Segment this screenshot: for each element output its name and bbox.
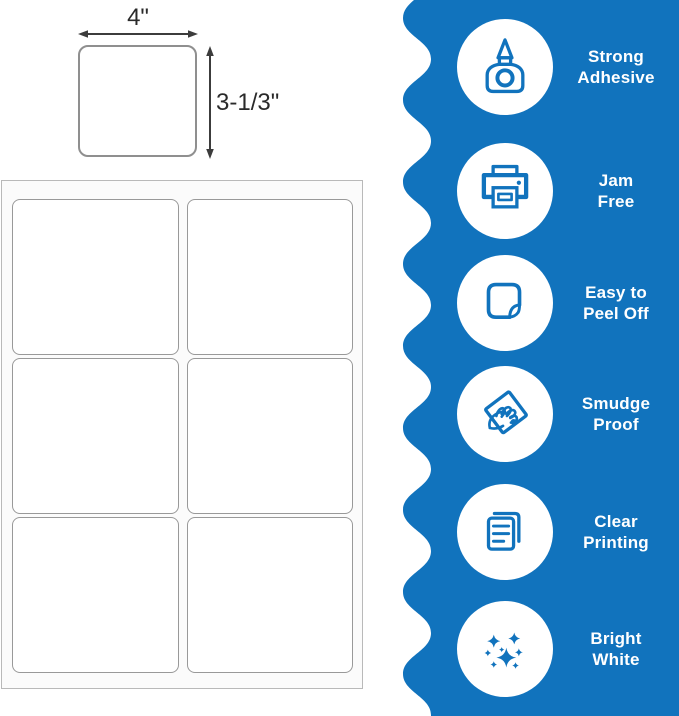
feature-circle	[457, 19, 553, 115]
sparkles-icon	[472, 616, 538, 682]
width-dimension-label: 4"	[127, 4, 149, 31]
height-dimension-label: 3-1/3"	[216, 89, 280, 116]
feature-strong-adhesive	[457, 19, 679, 115]
feature-label: Smudge Proof	[581, 394, 651, 434]
feature-smudge-proof	[457, 366, 679, 462]
feature-label: Jam Free	[597, 171, 635, 211]
feature-circle	[457, 484, 553, 580]
feature-jam-free	[457, 143, 679, 239]
feature-circle	[457, 366, 553, 462]
peel-sticker-icon	[472, 270, 538, 336]
feature-clear-printing	[457, 484, 679, 580]
feature-bright-white	[457, 601, 679, 697]
feature-circle	[457, 255, 553, 351]
feature-label: Easy to Peel Off	[583, 283, 649, 323]
documents-icon	[472, 499, 538, 565]
feature-circle	[457, 143, 553, 239]
feature-label: Clear Printing	[583, 512, 649, 552]
smudge-hand-icon	[472, 381, 538, 447]
glue-bottle-icon	[472, 34, 538, 100]
feature-label: Bright White	[590, 629, 642, 669]
feature-circle	[457, 601, 553, 697]
feature-label: Strong Adhesive	[577, 47, 655, 87]
printer-icon	[472, 158, 538, 224]
feature-easy-peel	[457, 255, 679, 351]
